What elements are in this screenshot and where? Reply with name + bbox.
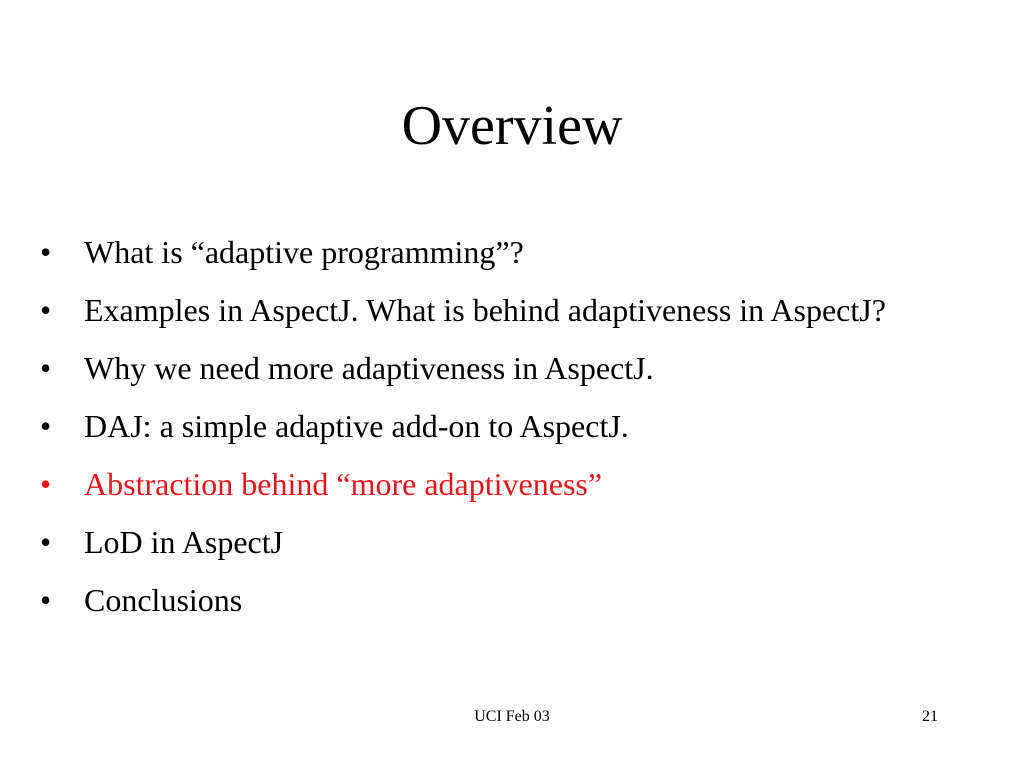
- bullet-text: DAJ: a simple adaptive add-on to AspectJ.: [84, 408, 629, 444]
- bullet-icon: •: [40, 292, 52, 328]
- bullet-text: Conclusions: [84, 582, 243, 618]
- bullet-item-conclusions: [40, 576, 960, 625]
- footer-date: UCI Feb 03: [474, 708, 550, 725]
- bullet-item-examples-aspectj: [40, 286, 960, 335]
- bullet-icon: •: [40, 350, 52, 386]
- bullet-item-why-more-adaptiveness: [40, 344, 960, 393]
- bullet-item-daj: [40, 402, 960, 451]
- bullet-text: LoD in AspectJ: [84, 524, 284, 560]
- slide-title: Overview: [401, 95, 623, 157]
- bullet-icon: •: [40, 234, 52, 270]
- bullet-item-lod: [40, 518, 960, 567]
- bullet-icon: •: [40, 582, 52, 618]
- bullet-list: [40, 228, 960, 634]
- bullet-item-adaptive-programming: [40, 228, 960, 277]
- bullet-text: Abstraction behind “more adaptiveness”: [84, 466, 603, 502]
- slide-number: 21: [922, 708, 938, 725]
- bullet-text: Examples in AspectJ. What is behind adaptiveness in AspectJ?: [84, 292, 886, 328]
- bullet-icon: •: [40, 524, 52, 560]
- bullet-item-abstraction-highlighted: [40, 460, 960, 509]
- bullet-text: What is “adaptive programming”?: [84, 234, 524, 270]
- bullet-icon: •: [40, 408, 52, 444]
- bullet-text: Why we need more adaptiveness in AspectJ.: [84, 350, 654, 386]
- bullet-icon: •: [40, 466, 52, 502]
